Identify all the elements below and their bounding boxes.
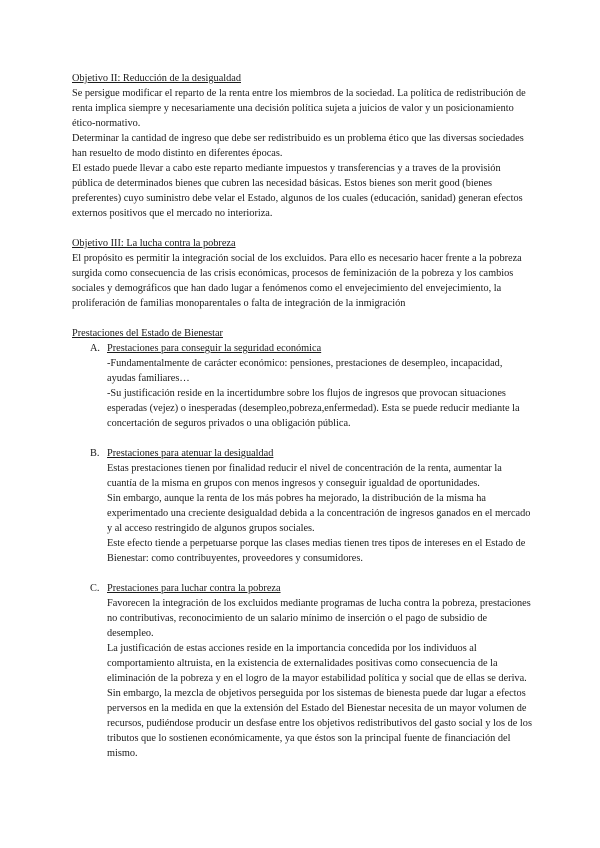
paragraph: Se persigue modificar el reparto de la renta entre los miembros de la sociedad. La política de redistribución de renta implica siempre y necesariamente una decisión política sujeta a juicios de valor y un posicionamiento ético-normativo. bbox=[72, 88, 526, 129]
paragraph: Estas prestaciones tienen por finalidad reducir el nivel de concentración de la renta, aumentar la cuantía de la misma en grupos con menos ingresos y conseguir igualdad de oportunidades. bbox=[107, 463, 502, 489]
list-marker: B. bbox=[90, 448, 100, 459]
list-marker: A. bbox=[90, 343, 101, 354]
list-item-c bbox=[72, 581, 532, 761]
heading-objetivo-iii: Objetivo III: La lucha contra la pobreza bbox=[72, 238, 236, 249]
paragraph: El estado puede llevar a cabo este reparto mediante impuestos y transferencias y a traves de la provisión pública de determinados bienes que cubren las necesidad básicas. Estos bienes son merit good (bienes preferentes) cuyo suministro debe velar el Estado, algunos de los cuales (educación, sanidad) generan efectos externos positivos que el mercado no interioriza. bbox=[72, 163, 523, 219]
list-item-body bbox=[107, 581, 532, 761]
heading-prestaciones: Prestaciones del Estado de Bienestar bbox=[72, 328, 223, 339]
paragraph: Favorecen la integración de los excluidos mediante programas de lucha contra la pobreza, prestaciones no contributivas, reconocimiento de un salario mínimo de inserción o el pago de subsidio de desempleo. bbox=[107, 598, 531, 639]
paragraph: La justificación de estas acciones reside en la importancia concedida por los individuos al comportamiento altruista, en la existencia de externalidades positivas como consecuencia de la eliminación de la pobreza y en el logro de la mayor estabilidad política y social que de ellas se deriva. bbox=[107, 643, 527, 684]
paragraph: Sin embargo, aunque la renta de los más pobres ha mejorado, la distribución de la misma ha experimentado una creciente desigualdad debida a la concentración de ingresos ganados en el mercado y al acceso restringido de algunos grupos sociales. bbox=[107, 493, 531, 534]
paragraph: Determinar la cantidad de ingreso que debe ser redistribuido es un problema ético que las diversas sociedades han resuelto de modo distinto en diferentes épocas. bbox=[72, 133, 524, 159]
paragraph: El propósito es permitir la integración social de los excluidos. Para ello es necesario hacer frente a la pobreza surgida como consecuencia de las crisis económicas, procesos de feminización de la pobreza y los cambios sociales y demográficos que han dado lugar a fenómenos como el envejecimiento del envejecimiento, la proliferación de familias monoparentales o falta de integración de la inmigración bbox=[72, 253, 522, 309]
paragraph: Sin embargo, la mezcla de objetivos perseguida por los sistemas de bienesta puede dar lugar a efectos perversos en la medida en que la extensión del Estado del Bienestar necesita de un mayor volumen de recursos, pudiéndose producir un desfase entre los objetivos redistributivos del gasto social y los de los tributos que lo sostienen económicamente, ya que éstos son la principal fuente de financiación del mismo. bbox=[107, 688, 532, 759]
heading-objetivo-ii: Objetivo II: Reducción de la desigualdad bbox=[72, 73, 241, 84]
list-item-title: Prestaciones para conseguir la seguridad económica bbox=[107, 343, 322, 354]
list-item-a bbox=[72, 341, 532, 431]
list-marker: C. bbox=[90, 583, 100, 594]
paragraph: -Su justificación reside en la incertidumbre sobre los flujos de ingresos que provocan situaciones esperadas (vejez) o inesperadas (desempleo,pobreza,enfermedad). Esta se puede reducir mediante la concertación de seguros privados o una obligación pública. bbox=[107, 388, 520, 429]
paragraph: -Fundamentalmente de carácter económico: pensiones, prestaciones de desempleo, incapacidad, ayudas familiares… bbox=[107, 358, 503, 384]
list-item-b bbox=[72, 446, 532, 566]
document-page bbox=[72, 71, 532, 761]
list-item-title: Prestaciones para luchar contra la pobreza bbox=[107, 583, 281, 594]
list-item-title: Prestaciones para atenuar la desigualdad bbox=[107, 448, 274, 459]
paragraph: Este efecto tiende a perpetuarse porque las clases medias tienen tres tipos de intereses en el Estado de Bienestar: como contribuyentes, proveedores y consumidores. bbox=[107, 538, 526, 564]
list-item-body bbox=[107, 446, 532, 566]
list-item-body bbox=[107, 341, 532, 431]
